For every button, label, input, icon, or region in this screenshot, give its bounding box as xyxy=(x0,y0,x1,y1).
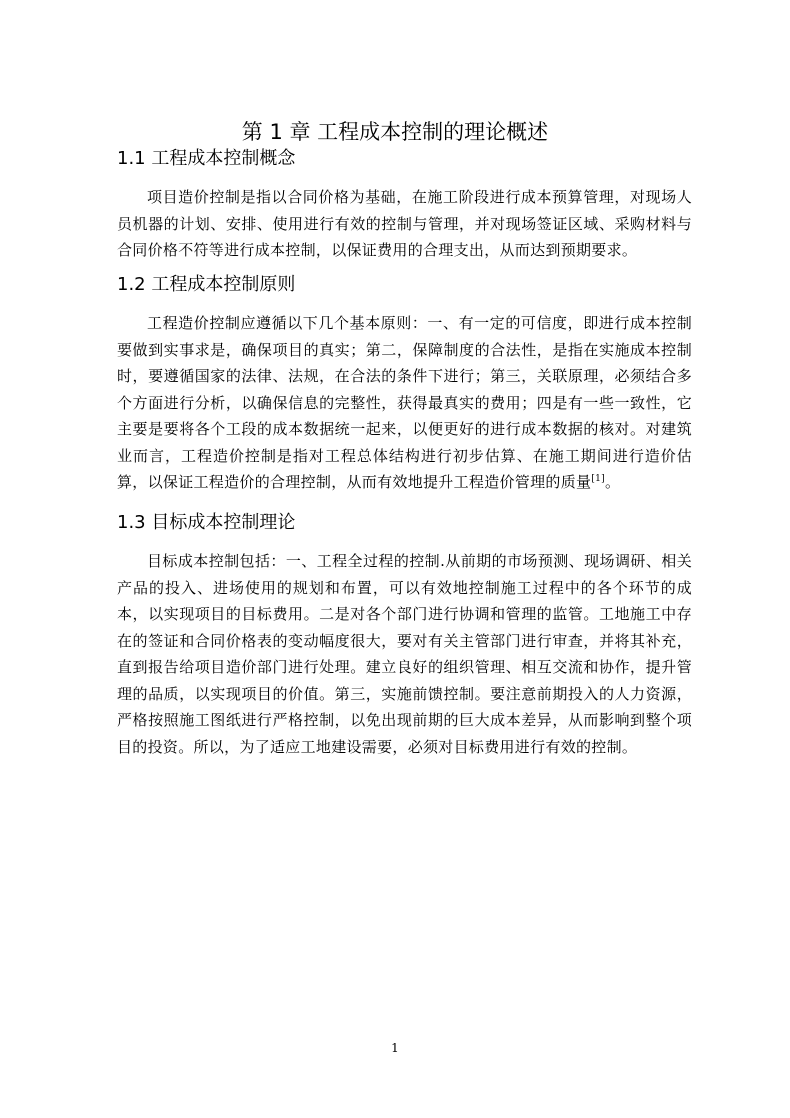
paragraph-text: 工程造价控制应遵循以下几个基本原则：一、有一定的可信度，即进行成本控制要做到实事求是，确保项目的真实；第二，保障制度的合法性，是指在实施成本控制时，要遵循国家的法律、法规，在合法的条件下进行；第三，关联原理，必须结合多个方面进行分析，以确保信息的完整性，获得最真实的费用；四是有一些一致性，它主要是要将各个工段的成本数据统一起来，以便更好的进行成本数据的核对。对建筑业而言，工程造价控制是指对工程总体结构进行初步估算、在施工期间进行造价估算，以保证工程造价的合理控制，从而有效地提升工程造价管理的质量 xyxy=(117,314,692,491)
section-1-2 xyxy=(117,272,692,496)
section-paragraph xyxy=(117,310,692,496)
citation-marker: [1] xyxy=(591,474,605,484)
chapter-title: 第 1 章 工程成本控制的理论概述 xyxy=(241,120,549,145)
section-heading: 1.3 目标成本控制理论 xyxy=(117,512,296,533)
section-1-1 xyxy=(117,146,692,264)
section-heading: 1.1 工程成本控制概念 xyxy=(117,148,296,169)
section-paragraph: 目标成本控制包括：一、工程全过程的控制.从前期的市场预测、现场调研、相关产品的投入、进场使用的规划和布置，可以有效地控制施工过程中的各个环节的成本，以实现项目的目标费用。二是对各个部门进行协调和管理的监管。工地施工中存在的签证和合同价格表的变动幅度很大，要对有关主管部门进行审查，并将其补充，直到报告给项目造价部门进行处理。建立良好的组织管理、相互交流和协作，提升管理的品质，以实现项目的价值。第三，实施前馈控制。要注意前期投入的人力资源，严格按照施工图纸进行严格控制，以免出现前期的巨大成本差异，从而影响到整个项目的投资。所以，为了适应工地建设需要，必须对目标费用进行有效的控制。 xyxy=(117,552,692,756)
section-1-3 xyxy=(117,510,692,760)
section-paragraph: 项目造价控制是指以合同价格为基础，在施工阶段进行成本预算管理，对现场人员机器的计划、安排、使用进行有效的控制与管理，并对现场签证区域、采购材料与合同价格不符等进行成本控制，以保证费用的合理支出，从而达到预期要求。 xyxy=(117,188,692,259)
section-heading: 1.2 工程成本控制原则 xyxy=(117,274,296,295)
paragraph-end-punctuation: 。 xyxy=(604,473,621,491)
page-number: 1 xyxy=(391,1041,399,1055)
